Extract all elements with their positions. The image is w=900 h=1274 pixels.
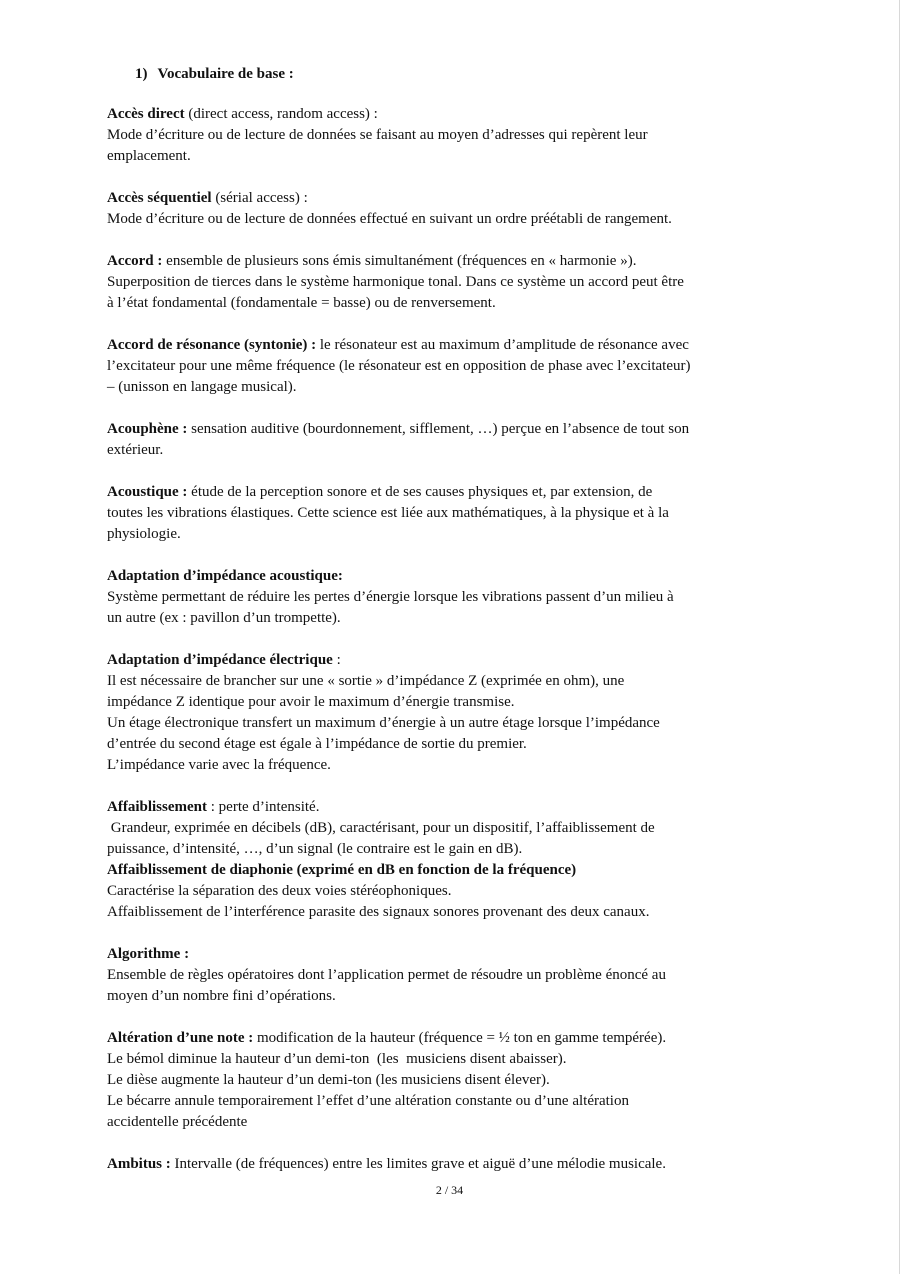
entry-term: Ambitus : — [107, 1156, 171, 1172]
glossary-entry-acoustique — [107, 482, 819, 545]
entry-text: modification de la hauteur (fréquence = ½ ton en gamme tempérée). — [253, 1030, 667, 1046]
entry-text: Mode d’écriture ou de lecture de données se faisant au moyen d’adresses qui repèrent leur — [107, 127, 648, 143]
entry-text: Un étage électronique transfert un maximum d’énergie à un autre étage lorsque l’impédance — [107, 715, 660, 731]
glossary-entry-adaptation-impedance-electrique — [107, 650, 819, 776]
page-number: 2 / 34 — [435, 1183, 464, 1197]
entry-text: puissance, d’intensité, …, d’un signal (le contraire est le gain en dB). — [107, 841, 523, 857]
entry-text: l’excitateur pour une même fréquence (le résonateur est en opposition de phase avec l’excitateur) — [107, 358, 691, 374]
glossary-entry-alteration-note — [107, 1028, 819, 1133]
entry-text: moyen d’un nombre fini d’opérations. — [107, 988, 336, 1004]
entry-text: un autre (ex : pavillon d’un trompette). — [107, 610, 341, 626]
glossary-entry-acouphene — [107, 419, 819, 461]
entry-text: Superposition de tierces dans le système harmonique tonal. Dans ce système un accord peut être — [107, 274, 684, 290]
glossary-entry-ambitus — [107, 1154, 819, 1175]
entry-text: Grandeur, exprimée en décibels (dB), caractérisant, pour un dispositif, l’affaiblissement de — [107, 820, 655, 836]
entry-text: d’entrée du second étage est égale à l’impédance de sortie du premier. — [107, 736, 527, 752]
entry-term: Acoustique : — [107, 484, 188, 500]
entry-text: sensation auditive (bourdonnement, sifflement, …) perçue en l’absence de tout son — [187, 421, 690, 437]
section-heading — [135, 64, 819, 85]
entry-text: Caractérise la séparation des deux voies stéréophoniques. — [107, 883, 452, 899]
entry-text: Système permettant de réduire les pertes d’énergie lorsque les vibrations passent d’un milieu à — [107, 589, 674, 605]
glossary-entry-acces-direct — [107, 104, 819, 167]
page-content — [107, 64, 819, 1196]
glossary-entry-affaiblissement — [107, 797, 819, 923]
entry-text: le résonateur est au maximum d’amplitude de résonance avec — [316, 337, 689, 353]
entry-text: emplacement. — [107, 148, 191, 164]
section-title: Vocabulaire de base : — [157, 66, 294, 82]
entry-text: Mode d’écriture ou de lecture de données effectué en suivant un ordre préétabli de rangement. — [107, 211, 672, 227]
entry-text: ensemble de plusieurs sons émis simultanément (fréquences en « harmonie »). — [162, 253, 637, 269]
entry-text: Le bécarre annule temporairement l’effet d’une altération constante ou d’une altération — [107, 1093, 629, 1109]
entry-term: Algorithme : — [107, 946, 190, 962]
entry-term: Adaptation d’impédance acoustique: — [107, 568, 343, 584]
glossary-entry-acces-sequentiel — [107, 188, 819, 230]
entry-text: (sérial access) : — [211, 190, 308, 206]
entry-text: (direct access, random access) : — [184, 106, 378, 122]
entry-text: Le dièse augmente la hauteur d’un demi-ton (les musiciens disent élever). — [107, 1072, 550, 1088]
entry-term: Adaptation d’impédance électrique — [107, 652, 333, 668]
section-number: 1) — [135, 66, 148, 82]
entry-term: Accès direct — [107, 106, 185, 122]
entry-text: étude de la perception sonore et de ses causes physiques et, par extension, de — [187, 484, 653, 500]
entry-text: Le bémol diminue la hauteur d’un demi-ton (les musiciens disent abaisser). — [107, 1051, 567, 1067]
entry-text: Ensemble de règles opératoires dont l’application permet de résoudre un problème énoncé au — [107, 967, 666, 983]
entry-text: impédance Z identique pour avoir le maximum d’énergie transmise. — [107, 694, 515, 710]
entry-term: Accès séquentiel — [107, 190, 212, 206]
entry-text: L’impédance varie avec la fréquence. — [107, 757, 331, 773]
entry-term: Affaiblissement — [107, 799, 207, 815]
glossary-entry-algorithme — [107, 944, 819, 1007]
entry-term: Acouphène : — [107, 421, 188, 437]
entry-text: Il est nécessaire de brancher sur une « sortie » d’impédance Z (exprimée en ohm), une — [107, 673, 625, 689]
entry-term: Altération d’une note : — [107, 1030, 254, 1046]
entry-text: : perte d’intensité. — [207, 799, 320, 815]
glossary-entry-adaptation-impedance-acoustique — [107, 566, 819, 629]
entry-text: à l’état fondamental (fondamentale = basse) ou de renversement. — [107, 295, 496, 311]
entry-term: Accord de résonance (syntonie) : — [107, 337, 317, 353]
entry-text: – (unisson en langage musical). — [107, 379, 297, 395]
glossary-entry-accord-de-resonance — [107, 335, 819, 398]
entry-text: Affaiblissement de l’interférence parasite des signaux sonores provenant des deux canaux. — [107, 904, 650, 920]
entry-text: : — [332, 652, 341, 668]
entry-text: accidentelle précédente — [107, 1114, 248, 1130]
entry-term: Accord : — [107, 253, 163, 269]
entry-text: extérieur. — [107, 442, 164, 458]
glossary-entry-accord — [107, 251, 819, 314]
entry-text: toutes les vibrations élastiques. Cette science est liée aux mathématiques, à la physique et à la — [107, 505, 669, 521]
entry-text: physiologie. — [107, 526, 181, 542]
entry-subterm: Affaiblissement de diaphonie (exprimé en dB en fonction de la fréquence) — [107, 862, 577, 878]
entry-text: Intervalle (de fréquences) entre les limites grave et aiguë d’une mélodie musicale. — [170, 1156, 666, 1172]
